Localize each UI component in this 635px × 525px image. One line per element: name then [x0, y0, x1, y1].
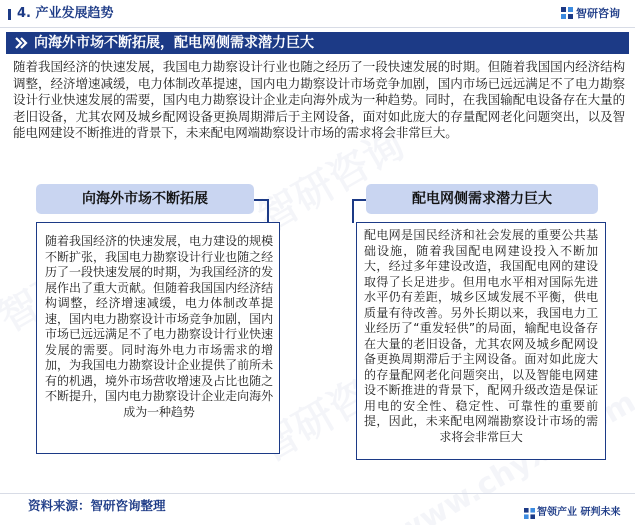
brand-logo-icon — [524, 508, 535, 519]
section-marker — [8, 9, 11, 20]
footer-divider — [0, 493, 635, 494]
right-panel — [356, 222, 606, 460]
left-panel-body: 随着我国经济的快速发展，电力建设的规模不断扩张，我国电力勘察设计行业也随之经历了一段快速发展的时期，为我国经济的发展作出了重大贡献。但随着我国国内经济结构调整，经济增速减缓，电力体制改革提速，国内电力勘察设计市场竞争加剧，国内市场已远远满足不了电力勘察设计行业快速发展的需要。同时海外电力市场需求的增加，为我国电力勘察设计企业提供了前所未有的机遇，境外市场营收增速及占比也随之不断提升，国内电力勘察设计企业走向海外成为一种趋势 — [45, 234, 273, 419]
intro-paragraph: 随着我国经济的快速发展，我国电力勘察设计行业也随之经历了一段快速发展的时期。但随着我国国内经济结构调整，经济增速减缓，电力体制改革提速，国内电力勘察设计市场竞争加剧，国内市场已远远满足不了电力勘察设计行业快速发展的需要，国内电力勘察设计企业走向海外成为一种趋势。同时，在我国输配电设备存在大量的老旧设备，尤其农网及城乡配网设备更换周期滞后于主网设备，面对如此庞大的存量配网老化问题突出，以及智能电网建设不断推进的背景下，未来配电网端勘察设计市场的需求将会非常巨大。 — [13, 59, 625, 141]
right-panel-body: 配电网是国民经济和社会发展的重要公共基础设施，随着我国配电网建设投入不断加大，经过多年建设改造，我国配电网的建设取得了长足进步。但用电水平相对国际先进水平仍有差距，城乡区域发展不平衡，供电质量有待改善。另外长期以来，我国电力工业经历了“重发轻供”的局面，输配电设备存在大量的老旧设备，尤其农网及城乡配网设备更换周期滞后于主网设备。面对如此庞大的存量配网老化问题突出，以及智能电网建设不断推进的背景下，配网升级改造是保证用电的安全性、稳定性、可靠性的重要前提，因此，未来配电网端勘察设计市场的需求将会非常巨大 — [364, 228, 598, 444]
source-note: 资料来源：智研咨询整理 — [28, 498, 166, 513]
left-panel-heading: 向海外市场不断拓展 — [36, 184, 254, 214]
brand-logo-icon — [561, 7, 573, 19]
banner-title: 向海外市场不断拓展，配电网侧需求潜力巨大 — [34, 35, 314, 51]
page-header — [0, 0, 635, 28]
right-connector — [352, 199, 366, 201]
brand-name: 智研咨询 — [576, 7, 620, 20]
header-divider — [0, 27, 635, 28]
left-connector — [254, 199, 268, 201]
left-connector — [267, 199, 269, 223]
double-chevron-icon — [14, 36, 28, 50]
brand-slogan: 智领产业 研判未来 — [537, 507, 621, 518]
right-panel-heading: 配电网侧需求潜力巨大 — [366, 184, 598, 214]
section-title: 4. 产业发展趋势 — [17, 6, 114, 21]
topic-banner — [6, 32, 629, 54]
right-connector — [352, 199, 354, 223]
left-panel — [36, 222, 280, 454]
